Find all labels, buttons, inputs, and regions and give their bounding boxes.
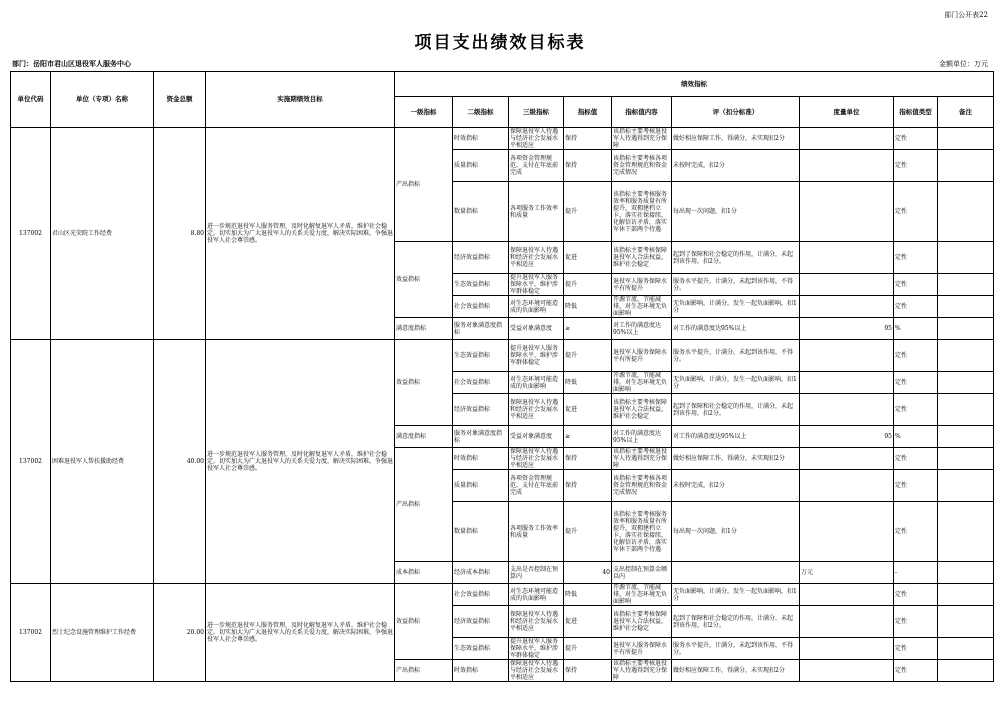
level3-cell: 受益对象满意度: [509, 426, 564, 448]
indicator-value-cell: 保持: [564, 448, 612, 470]
table-row: [11, 340, 994, 372]
measure-number-cell: 万元: [800, 562, 894, 584]
note-cell: [938, 584, 994, 606]
level2-cell: 时效指标: [453, 448, 509, 470]
value-type-cell: 定性: [894, 274, 938, 296]
scoring-cell: 服务水平提升，计满分，未起到该作用，不得分。: [672, 638, 800, 660]
value-type-cell: 定性: [894, 296, 938, 318]
level2-cell: 服务对象满意度指标: [453, 426, 509, 448]
unit-code-cell: 137002: [11, 584, 51, 682]
goal-cell: 进一步规范退役军人服务管理，及时化解复退军人矛盾，维护社会稳定。切实加大为广大退役军人的关系关爱力度，解决实际困难，争强退役军人社会尊崇感。: [206, 584, 395, 682]
unit-code-cell: 137002: [11, 128, 51, 340]
indicator-content-cell: 支出控制在预算金额以内: [612, 562, 672, 584]
level1-cell: 满意度指标: [395, 426, 453, 448]
goal-cell: 进一步规范退役军人服务管理，及时化解复退军人矛盾，维护社会稳定。切实加大为广大退役军人的关系关爱力度，解决实际困难，争强退役军人社会尊崇感。: [206, 340, 395, 584]
measure-number-cell: 95: [800, 426, 894, 448]
project-name-cell: 烈士纪念设施管理维护工作经费: [51, 584, 154, 682]
level3-cell: 提升退役军人服务保障水平，维护涉军群体稳定: [509, 340, 564, 372]
scoring-cell: 服务水平提升，计满分，未起到该作用，不得分。: [672, 274, 800, 296]
level3-cell: 对生态环境可能造成的负面影响: [509, 584, 564, 606]
indicator-content-cell: 该指标主要考核退役军人待遇得到充分保障: [612, 660, 672, 682]
indicator-value-cell: 促进: [564, 242, 612, 274]
level2-cell: 数量指标: [453, 502, 509, 562]
measure-number-cell: [800, 502, 894, 562]
measure-number-cell: [800, 638, 894, 660]
scoring-cell: 对工作的满意度达95%以上: [672, 318, 800, 340]
indicator-content-cell: 开源节流，节能减排，对生态环境无负面影响: [612, 584, 672, 606]
measure-number-cell: [800, 150, 894, 182]
value-type-cell: 定性: [894, 182, 938, 242]
indicator-content-cell: 开源节流，节能减排，对生态环境无负面影响: [612, 372, 672, 394]
indicator-value-cell: 提升: [564, 182, 612, 242]
indicator-content-cell: 该指标主要考核退役军人待遇得到充分保障: [612, 128, 672, 150]
measure-number-cell: [800, 372, 894, 394]
level3-cell: 各项服务工作效率和质量: [509, 182, 564, 242]
level2-cell: 生态效益指标: [453, 340, 509, 372]
indicator-content-cell: 退役军人服务保障水平有所提升: [612, 340, 672, 372]
level1-cell: 效益指标: [395, 340, 453, 426]
measure-number-cell: 95: [800, 318, 894, 340]
indicator-value-cell: 保持: [564, 128, 612, 150]
unit-code-cell: 137002: [11, 340, 51, 584]
scoring-cell: 起到了保障和社会稳定的作用，计满分，未起到该作用，扣2分。: [672, 606, 800, 638]
header-amount: 资金总额: [154, 72, 206, 128]
measure-number-cell: [800, 394, 894, 426]
level1-cell: 效益指标: [395, 242, 453, 318]
level2-cell: 经济成本指标: [453, 562, 509, 584]
header-code: 单位代码: [11, 72, 51, 128]
level2-cell: 质量指标: [453, 470, 509, 502]
scoring-cell: 起到了保障和社会稳定的作用，计满分，未起到该作用，扣2分。: [672, 394, 800, 426]
value-type-cell: 定性: [894, 150, 938, 182]
header-name: 单位（专项）名称: [51, 72, 154, 128]
note-cell: [938, 128, 994, 150]
measure-number-cell: [800, 340, 894, 372]
level1-cell: 产出指标: [395, 448, 453, 562]
scoring-cell: 起到了保障和社会稳定的作用，计满分，未起到该作用，扣2分。: [672, 242, 800, 274]
note-cell: [938, 318, 994, 340]
table-number-label: 部门公开表22: [944, 11, 988, 19]
level3-cell: 保障退役军人待遇和经济社会发展水平相适应: [509, 242, 564, 274]
value-type-cell: 定性: [894, 638, 938, 660]
scoring-cell: 做好相应保障工作，得满分，未实现扣2分: [672, 128, 800, 150]
performance-table: [10, 71, 994, 682]
indicator-content-cell: 该指标主要考核服务效率和服务质量有所提升，双拥建档立卡，落实社保接续，化解信访矛盾，落实军休干部两个待遇: [612, 182, 672, 242]
measure-number-cell: [800, 660, 894, 682]
scoring-cell: 无负面影响，计满分，发生一起负面影响，扣1分: [672, 372, 800, 394]
level3-cell: 保障退役军人待遇与经济社会发展水平相适应: [509, 448, 564, 470]
level2-cell: 经济效益指标: [453, 394, 509, 426]
note-cell: [938, 182, 994, 242]
amount-cell: 40.00: [154, 340, 206, 584]
value-type-cell: 定性: [894, 242, 938, 274]
scoring-cell: 对工作的满意度达95%以上: [672, 426, 800, 448]
indicator-content-cell: 该指标主要考核各项资金管理规范和资金完成情况: [612, 150, 672, 182]
value-type-cell: 定性: [894, 584, 938, 606]
scoring-cell: 做好相应保障工作，得满分，未实现扣2分: [672, 448, 800, 470]
scoring-cell: 无负面影响，计满分，发生一起负面影响，扣1分: [672, 296, 800, 318]
note-cell: [938, 562, 994, 584]
note-cell: [938, 638, 994, 660]
indicator-value-cell: 促进: [564, 394, 612, 426]
level2-cell: 生态效益指标: [453, 638, 509, 660]
value-type-cell: %: [894, 318, 938, 340]
measure-number-cell: [800, 296, 894, 318]
value-type-cell: 定性: [894, 372, 938, 394]
indicator-value-cell: 提升: [564, 274, 612, 296]
header-scoring: 评（扣分标准）: [672, 97, 800, 128]
value-type-cell: 定性: [894, 128, 938, 150]
indicator-value-cell: 降低: [564, 584, 612, 606]
indicator-content-cell: 该指标主要考核退役军人待遇得到充分保障: [612, 448, 672, 470]
value-type-cell: -: [894, 562, 938, 584]
level1-cell: 效益指标: [395, 584, 453, 660]
indicator-content-cell: 开源节流，节能减排，对生态环境无负面影响: [612, 296, 672, 318]
value-type-cell: 定性: [894, 502, 938, 562]
level2-cell: 社会效益指标: [453, 584, 509, 606]
scoring-cell: 服务水平提升，计满分，未起到该作用，不得分。: [672, 340, 800, 372]
scoring-cell: 未按时完成，扣2分: [672, 470, 800, 502]
level2-cell: 服务对象满意度指标: [453, 318, 509, 340]
level3-cell: 支出是否控制在预算内: [509, 562, 564, 584]
indicator-content-cell: 退役军人服务保障水平有所提升: [612, 274, 672, 296]
level3-cell: 保障退役军人待遇与经济社会发展水平相适应: [509, 128, 564, 150]
level3-cell: 各项资金管理规范，支付在年底前完成: [509, 150, 564, 182]
indicator-value-cell: 提升: [564, 638, 612, 660]
note-cell: [938, 372, 994, 394]
value-type-cell: %: [894, 426, 938, 448]
measure-number-cell: [800, 182, 894, 242]
level1-cell: 产出指标: [395, 660, 453, 682]
goal-cell: 进一步规范退役军人服务管理，及时化解复退军人矛盾，维护社会稳定。切实加大为广大退役军人的关系关爱力度，解决实际困难，争强退役军人社会尊崇感。: [206, 128, 395, 340]
header-level1: 一级指标: [395, 97, 453, 128]
measure-number-cell: [800, 242, 894, 274]
indicator-value-cell: 降低: [564, 372, 612, 394]
department-label: 部门：岳阳市君山区退役军人服务中心: [12, 59, 131, 68]
level1-cell: 满意度指标: [395, 318, 453, 340]
indicator-value-cell: 提升: [564, 502, 612, 562]
table-row: [11, 128, 994, 150]
scoring-cell: 无负面影响，计满分，发生一起负面影响，扣1分: [672, 584, 800, 606]
scoring-cell: 每出现一次问题，扣1分: [672, 182, 800, 242]
level3-cell: 各项资金管理规范，支付在年底前完成: [509, 470, 564, 502]
level3-cell: 保障退役军人待遇与经济社会发展水平相适应: [509, 660, 564, 682]
level2-cell: 经济效益指标: [453, 242, 509, 274]
level1-cell: 成本指标: [395, 562, 453, 584]
scoring-cell: [672, 562, 800, 584]
indicator-value-cell: 保持: [564, 660, 612, 682]
scoring-cell: 做好相应保障工作，得满分，未实现扣2分: [672, 660, 800, 682]
header-measure: 度量单位: [800, 97, 894, 128]
indicator-content-cell: 对工作的满意度达95%以上: [612, 318, 672, 340]
project-name-cell: 君山区光荣院工作经费: [51, 128, 154, 340]
measure-number-cell: [800, 448, 894, 470]
level1-cell: 产出指标: [395, 128, 453, 242]
header-content: 指标值内容: [612, 97, 672, 128]
header-value: 指标值: [564, 97, 612, 128]
note-cell: [938, 660, 994, 682]
measure-number-cell: [800, 470, 894, 502]
amount-cell: 20.00: [154, 584, 206, 682]
note-cell: [938, 448, 994, 470]
indicator-content-cell: 该指标主要考核保障退役军人合法权益，维护社会稳定: [612, 242, 672, 274]
note-cell: [938, 606, 994, 638]
level3-cell: 提升退役军人服务保障水平，维护涉军群体稳定: [509, 638, 564, 660]
amount-cell: 8.80: [154, 128, 206, 340]
indicator-content-cell: 该指标主要考核服务效率和服务质量有所提升，双拥建档立卡，落实社保接续，化解信访矛盾，落实军休干部两个待遇: [612, 502, 672, 562]
level3-cell: 各项服务工作效率和质量: [509, 502, 564, 562]
level3-cell: 保障退役军人待遇和经济社会发展水平相适应: [509, 394, 564, 426]
indicator-value-cell: 保持: [564, 470, 612, 502]
indicator-content-cell: 该指标主要考核保障退役军人合法权益，维护社会稳定: [612, 606, 672, 638]
level2-cell: 时效指标: [453, 128, 509, 150]
note-cell: [938, 502, 994, 562]
level2-cell: 社会效益指标: [453, 372, 509, 394]
indicator-value-cell: 降低: [564, 296, 612, 318]
scoring-cell: 未按时完成，扣2分: [672, 150, 800, 182]
note-cell: [938, 274, 994, 296]
indicator-value-cell: ≥: [564, 426, 612, 448]
value-type-cell: 定性: [894, 660, 938, 682]
value-type-cell: 定性: [894, 340, 938, 372]
header-level3: 三级指标: [509, 97, 564, 128]
measure-number-cell: [800, 274, 894, 296]
table-row: [11, 584, 994, 606]
level2-cell: 社会效益指标: [453, 296, 509, 318]
page-title: 项目支出绩效目标表: [414, 33, 586, 53]
level2-cell: 数量指标: [453, 182, 509, 242]
indicator-content-cell: 对工作的满意度达95%以上: [612, 426, 672, 448]
note-cell: [938, 296, 994, 318]
header-value-type: 指标值类型: [894, 97, 938, 128]
indicator-content-cell: 退役军人服务保障水平有所提升: [612, 638, 672, 660]
header-note: 备注: [938, 97, 994, 128]
indicator-value-cell: 提升: [564, 340, 612, 372]
scoring-cell: 每出现一次问题，扣1分: [672, 502, 800, 562]
project-name-cell: 困难退役军人帮扶援助经费: [51, 340, 154, 584]
indicator-value-cell: 保持: [564, 150, 612, 182]
header-goal: 实施期绩效目标: [206, 72, 395, 128]
value-type-cell: 定性: [894, 448, 938, 470]
indicator-value-cell: ≥: [564, 318, 612, 340]
level2-cell: 质量指标: [453, 150, 509, 182]
note-cell: [938, 150, 994, 182]
indicator-content-cell: 该指标主要考核保障退役军人合法权益，维护社会稳定: [612, 394, 672, 426]
value-type-cell: 定性: [894, 470, 938, 502]
amount-unit-label: 金额单位：万元: [939, 60, 988, 68]
level3-cell: 对生态环境可能造成的负面影响: [509, 372, 564, 394]
indicator-value-cell: 40: [564, 562, 612, 584]
indicator-content-cell: 该指标主要考核各项资金管理规范和资金完成情况: [612, 470, 672, 502]
level3-cell: 提升退役军人服务保障水平，维护涉军群体稳定: [509, 274, 564, 296]
level3-cell: 受益对象满意度: [509, 318, 564, 340]
note-cell: [938, 340, 994, 372]
header-level2: 二级指标: [453, 97, 509, 128]
level2-cell: 经济效益指标: [453, 606, 509, 638]
measure-number-cell: [800, 128, 894, 150]
level2-cell: 时效指标: [453, 660, 509, 682]
level3-cell: 对生态环境可能造成的负面影响: [509, 296, 564, 318]
level2-cell: 生态效益指标: [453, 274, 509, 296]
note-cell: [938, 242, 994, 274]
value-type-cell: 定性: [894, 394, 938, 426]
note-cell: [938, 426, 994, 448]
value-type-cell: 定性: [894, 606, 938, 638]
note-cell: [938, 470, 994, 502]
indicator-value-cell: 促进: [564, 606, 612, 638]
measure-number-cell: [800, 606, 894, 638]
level3-cell: 保障退役军人待遇和经济社会发展水平相适应: [509, 606, 564, 638]
measure-number-cell: [800, 584, 894, 606]
header-performance: 绩效指标: [395, 72, 994, 97]
note-cell: [938, 394, 994, 426]
